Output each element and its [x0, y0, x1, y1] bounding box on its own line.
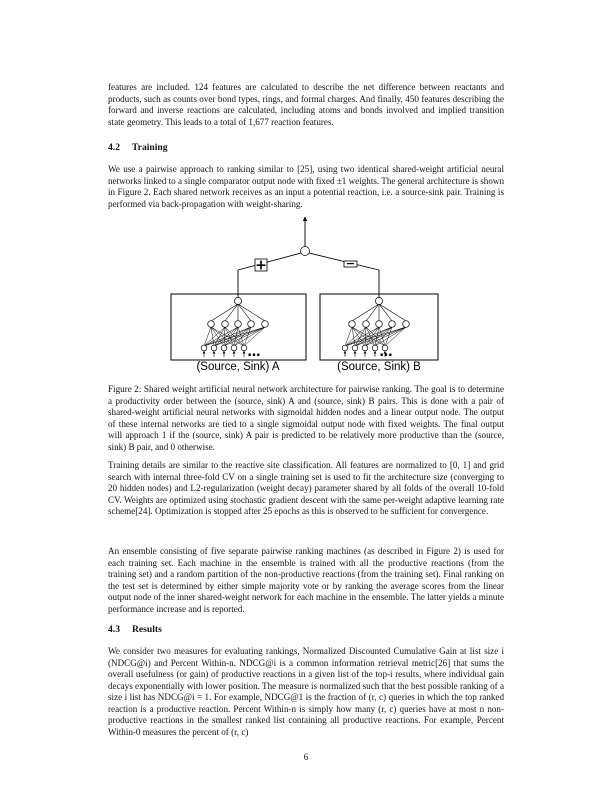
- comparator-output-node: [301, 247, 310, 256]
- hidden-node-b: [363, 321, 370, 328]
- hidden-node-a: [248, 321, 255, 328]
- section-number: 4.2: [108, 142, 120, 153]
- ellipsis-a: …: [247, 345, 261, 360]
- output-node-a: [234, 297, 241, 304]
- hidden-output-edge-a: [211, 304, 238, 321]
- hidden-output-edge-a: [238, 304, 265, 321]
- training-paragraph: We use a pairwise approach to ranking similar to [25], using two identical shared-weight artificial neural networks linked to a single comparator output node with fixed ±1 weights. The general architecture is shown in Figure 2. Each shared network receives as an input a potential reaction, i.e. a source-sink pair. Training is performed via back-propagation with weight-sharing.: [108, 164, 505, 209]
- hidden-node-a: [235, 321, 242, 328]
- section-title: Results: [132, 624, 162, 635]
- input-node-a: [241, 345, 247, 351]
- page-number: 6: [303, 752, 309, 762]
- input-hidden-edge-a: [224, 327, 225, 346]
- hidden-output-edge-b: [379, 304, 392, 321]
- connector-diagonal-a: [238, 253, 301, 270]
- input-node-a: [211, 345, 217, 351]
- training-details-paragraph: Training details are similar to the reactive site classification. All features are normalized to [0, 1] and grid search with internal three-fold CV on a single training set is used to fit the architecture size (converging to 20 hidden nodes) and L2-regularization (weight decay) parameter shared by all folds of the overall 10-fold CV. Weights are optimized using stochastic gradient descent with the same per-weight adaptive learning rate scheme[24]. Optimization is stopped after 25 epochs as this is observed to be sufficient for convergence.: [108, 460, 504, 516]
- label-source-sink-a: (Source, Sink) A: [196, 361, 280, 373]
- network-diagram: [168, 214, 444, 374]
- hidden-node-b: [376, 321, 383, 328]
- hidden-output-edge-a: [225, 304, 238, 321]
- hidden-output-edge-b: [379, 304, 406, 321]
- minus-sign-badge: [344, 257, 357, 270]
- input-node-b: [372, 345, 378, 351]
- input-node-a: [201, 345, 207, 351]
- label-source-sink-b: (Source, Sink) B: [337, 361, 421, 373]
- section-number: 4.3: [108, 624, 120, 635]
- hidden-node-b: [403, 321, 410, 328]
- intro-paragraph: features are included. 124 features are calculated to describe the net difference between reactants and products, such as counts over bond types, rings, and formal charges. And finally, 450 features describing the forward and inverse reactions are calculated, including atoms and bonds involved and implied transition state geometry. This leads to a total of 1,677 reaction features.: [108, 82, 504, 127]
- figure-caption: Figure 2: Shared weight artificial neural network architecture for pairwise ranking. The goal is to determine a productivity order between the (source, sink) A and (source, sink) B pairs. This is done with a pair of shared-weight artificial neural networks with sigmoidal hidden nodes and a linear output node. The output of these internal networks are tied to a single sigmoidal output node with fixed weights. The final output will approach 1 if the (source, sink) A pair is predicted to be relatively more productive than the (source, sink) B pair, and 0 otherwise.: [108, 384, 504, 452]
- plus-sign: +: [255, 257, 267, 274]
- input-hidden-edge-b: [375, 327, 392, 346]
- input-node-a: [221, 345, 227, 351]
- figure-network-architecture: [168, 214, 444, 374]
- section-heading-training: [108, 142, 168, 153]
- input-node-a: [231, 345, 237, 351]
- input-hidden-edge-a: [234, 327, 251, 346]
- plus-sign-badge: [255, 258, 267, 274]
- section-title: Training: [132, 142, 168, 153]
- hidden-node-a: [262, 321, 269, 328]
- hidden-output-edge-a: [238, 304, 251, 321]
- hidden-output-edge-b: [366, 304, 379, 321]
- hidden-node-a: [222, 321, 229, 328]
- hidden-node-b: [349, 321, 356, 328]
- section-heading-results: [108, 624, 162, 635]
- input-hidden-edge-b: [365, 327, 366, 346]
- minus-sign: −: [345, 257, 356, 270]
- input-node-b: [352, 345, 358, 351]
- input-node-b: [342, 345, 348, 351]
- ellipsis-b: …: [379, 345, 393, 360]
- hidden-node-a: [208, 321, 215, 328]
- hidden-node-b: [389, 321, 396, 328]
- output-node-b: [375, 297, 382, 304]
- hidden-output-edge-b: [352, 304, 379, 321]
- ensemble-paragraph: An ensemble consisting of five separate pairwise ranking machines (as described in Figure 2) is used for each training set. Each machine in the ensemble is trained with all the productive reactions (from the training set) and a random partition of the non-productive reactions (from the training set). Final ranking on the test set is determined by either simple majority vote or by ranking the average scores from the linear output node of the inner shared-weight network for each machine in the ensemble. The latter yields a minute performance increase and is reported.: [108, 546, 504, 614]
- results-paragraph: We consider two measures for evaluating rankings, Normalized Discounted Cumulative Gain at list size i (NDCG@i) and Percent Within-n. NDCG@i is a common information retrieval metric[26] that sums the overall usefulness (or gain) of productive reactions in a given list of the top-i results, where individual gain decays exponentially with lower position. The measure is normalized such that the best possible ranking of a size i list has NDCG@i = 1. For example, NDCG@1 is the fraction of (r, c) queries in which the top ranked reaction is a productive reaction. Percent Within-n is simply how many (r, c) queries have at most n non-productive reactions in the smallest ranked list containing all productive reactions. For example, Percent Within-0 measures the percent of (r, c): [108, 646, 504, 737]
- input-node-b: [362, 345, 368, 351]
